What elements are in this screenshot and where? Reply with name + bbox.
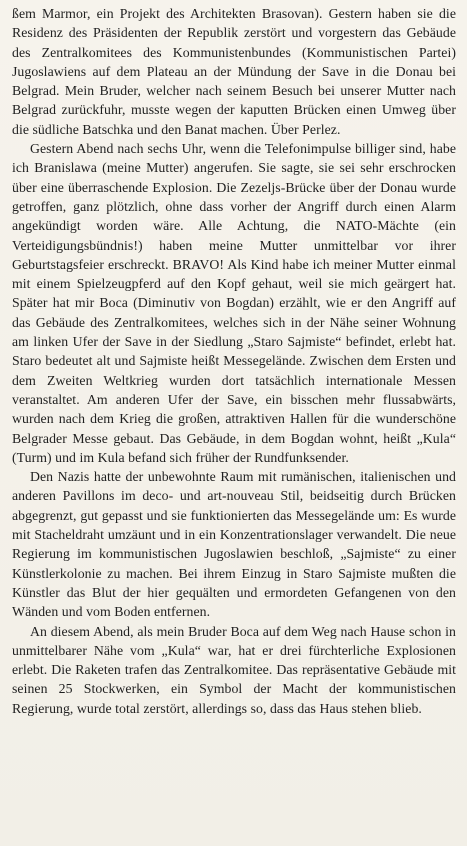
paragraph-4: An diesem Abend, als mein Bruder Boca auf dem Weg nach Hause schon in unmittelbarer Nähe vom „Kula“ war, hat er drei fürchterliche Explosionen erlebt. Die Raketen trafen das Zentralkomitee. Das repräsentative Gebäude mit seinen 25 Stockwerken, ein Symbol der Macht der kommunistischen Regierung, wurde total zerstört, allerdings so, dass das Haus stehen blieb. (12, 623, 456, 716)
paragraph-3: Den Nazis hatte der unbewohnte Raum mit rumänischen, italienischen und anderen Pavillons im deco- und art-nouveau Stil, beidseitig durch Brücken abgegrenzt, gut gepasst und sie funktionierten das Messegelände um: Es wurde mit Stacheldraht umzäunt und in ein Konzentrationslager verwandelt. Die neue Regierung im kommunistischen Jugoslawien beschloß, „Sajmiste“ zu einer Künstlerkolonie zu machen. Bei ihrem Einzug in Staro Sajmiste mußten die Künstler das Blut der hier gequälten und ermordeten Gefangenen von den Wänden und vom Boden entfernen. (12, 469, 456, 620)
paragraph-2: Gestern Abend nach sechs Uhr, wenn die Telefonimpulse billiger sind, habe ich Branislawa (meine Mutter) angerufen. Sie sagte, sie sei sehr erschrocken über eine überraschende Explosion. Die Zezeljs-Brücke über der Donau wurde getroffen, ganz plötzlich, ohne dass vorher der Angriff durch einen Alarm angekündigt worden wäre. Alle Achtung, die NATO-Mächte (ein Verteidigungsbündnis!) haben meine Mutter unmittelbar vor ihrer Geburtstagsfeier erschreckt. BRAVO! Als Kind habe ich meiner Mutter einmal mit einem Spielzeugpferd auf den Kopf gehaut, weil sie mich geärgert hat. Später hat mir Boca (Diminutiv von Bogdan) erzählt, wie er den Angriff auf das Gebäude des Zentralkomitees, welches sich in der Nähe seiner Wohnung am linken Ufer der Save in der Siedlung „Staro Sajmiste“ befindet, erlebt hat. Staro bedeutet alt und Sajmiste heißt Messegelände. Zwischen dem Ersten und dem Zweiten Weltkrieg wurden dort tatsächlich internationale Messen veranstaltet. Am anderen Ufer der Save, ein bisschen mehr flussabwärts, wurden nach dem Krieg die großen, attraktiven Hallen für die wunderschöne Belgrader Messe gebaut. Das Gebäude, in dem Bogdan wohnt, heißt „Kula“ (Turm) und im Kula befand sich früher der Rundfunksender. (12, 141, 456, 465)
document-text (12, 4, 456, 718)
paragraph-1: ßem Marmor, ein Projekt des Architekten Brasovan). Gestern haben sie die Residenz des Präsidenten der Republik zerstört und vorgestern das Gebäude des Zentralkomitees des Kommunistenbundes (Kommunistischen Partei) Jugoslawiens auf dem Plateau an der Mündung der Save in die Donau bei Belgrad. Mein Bruder, welcher nach seinem Besuch bei unserer Mutter nach Belgrad zurückfuhr, musste wegen der kaputten Brücken einen Umweg über die südliche Batschka und den Banat machen. Über Perlez. (12, 6, 456, 137)
